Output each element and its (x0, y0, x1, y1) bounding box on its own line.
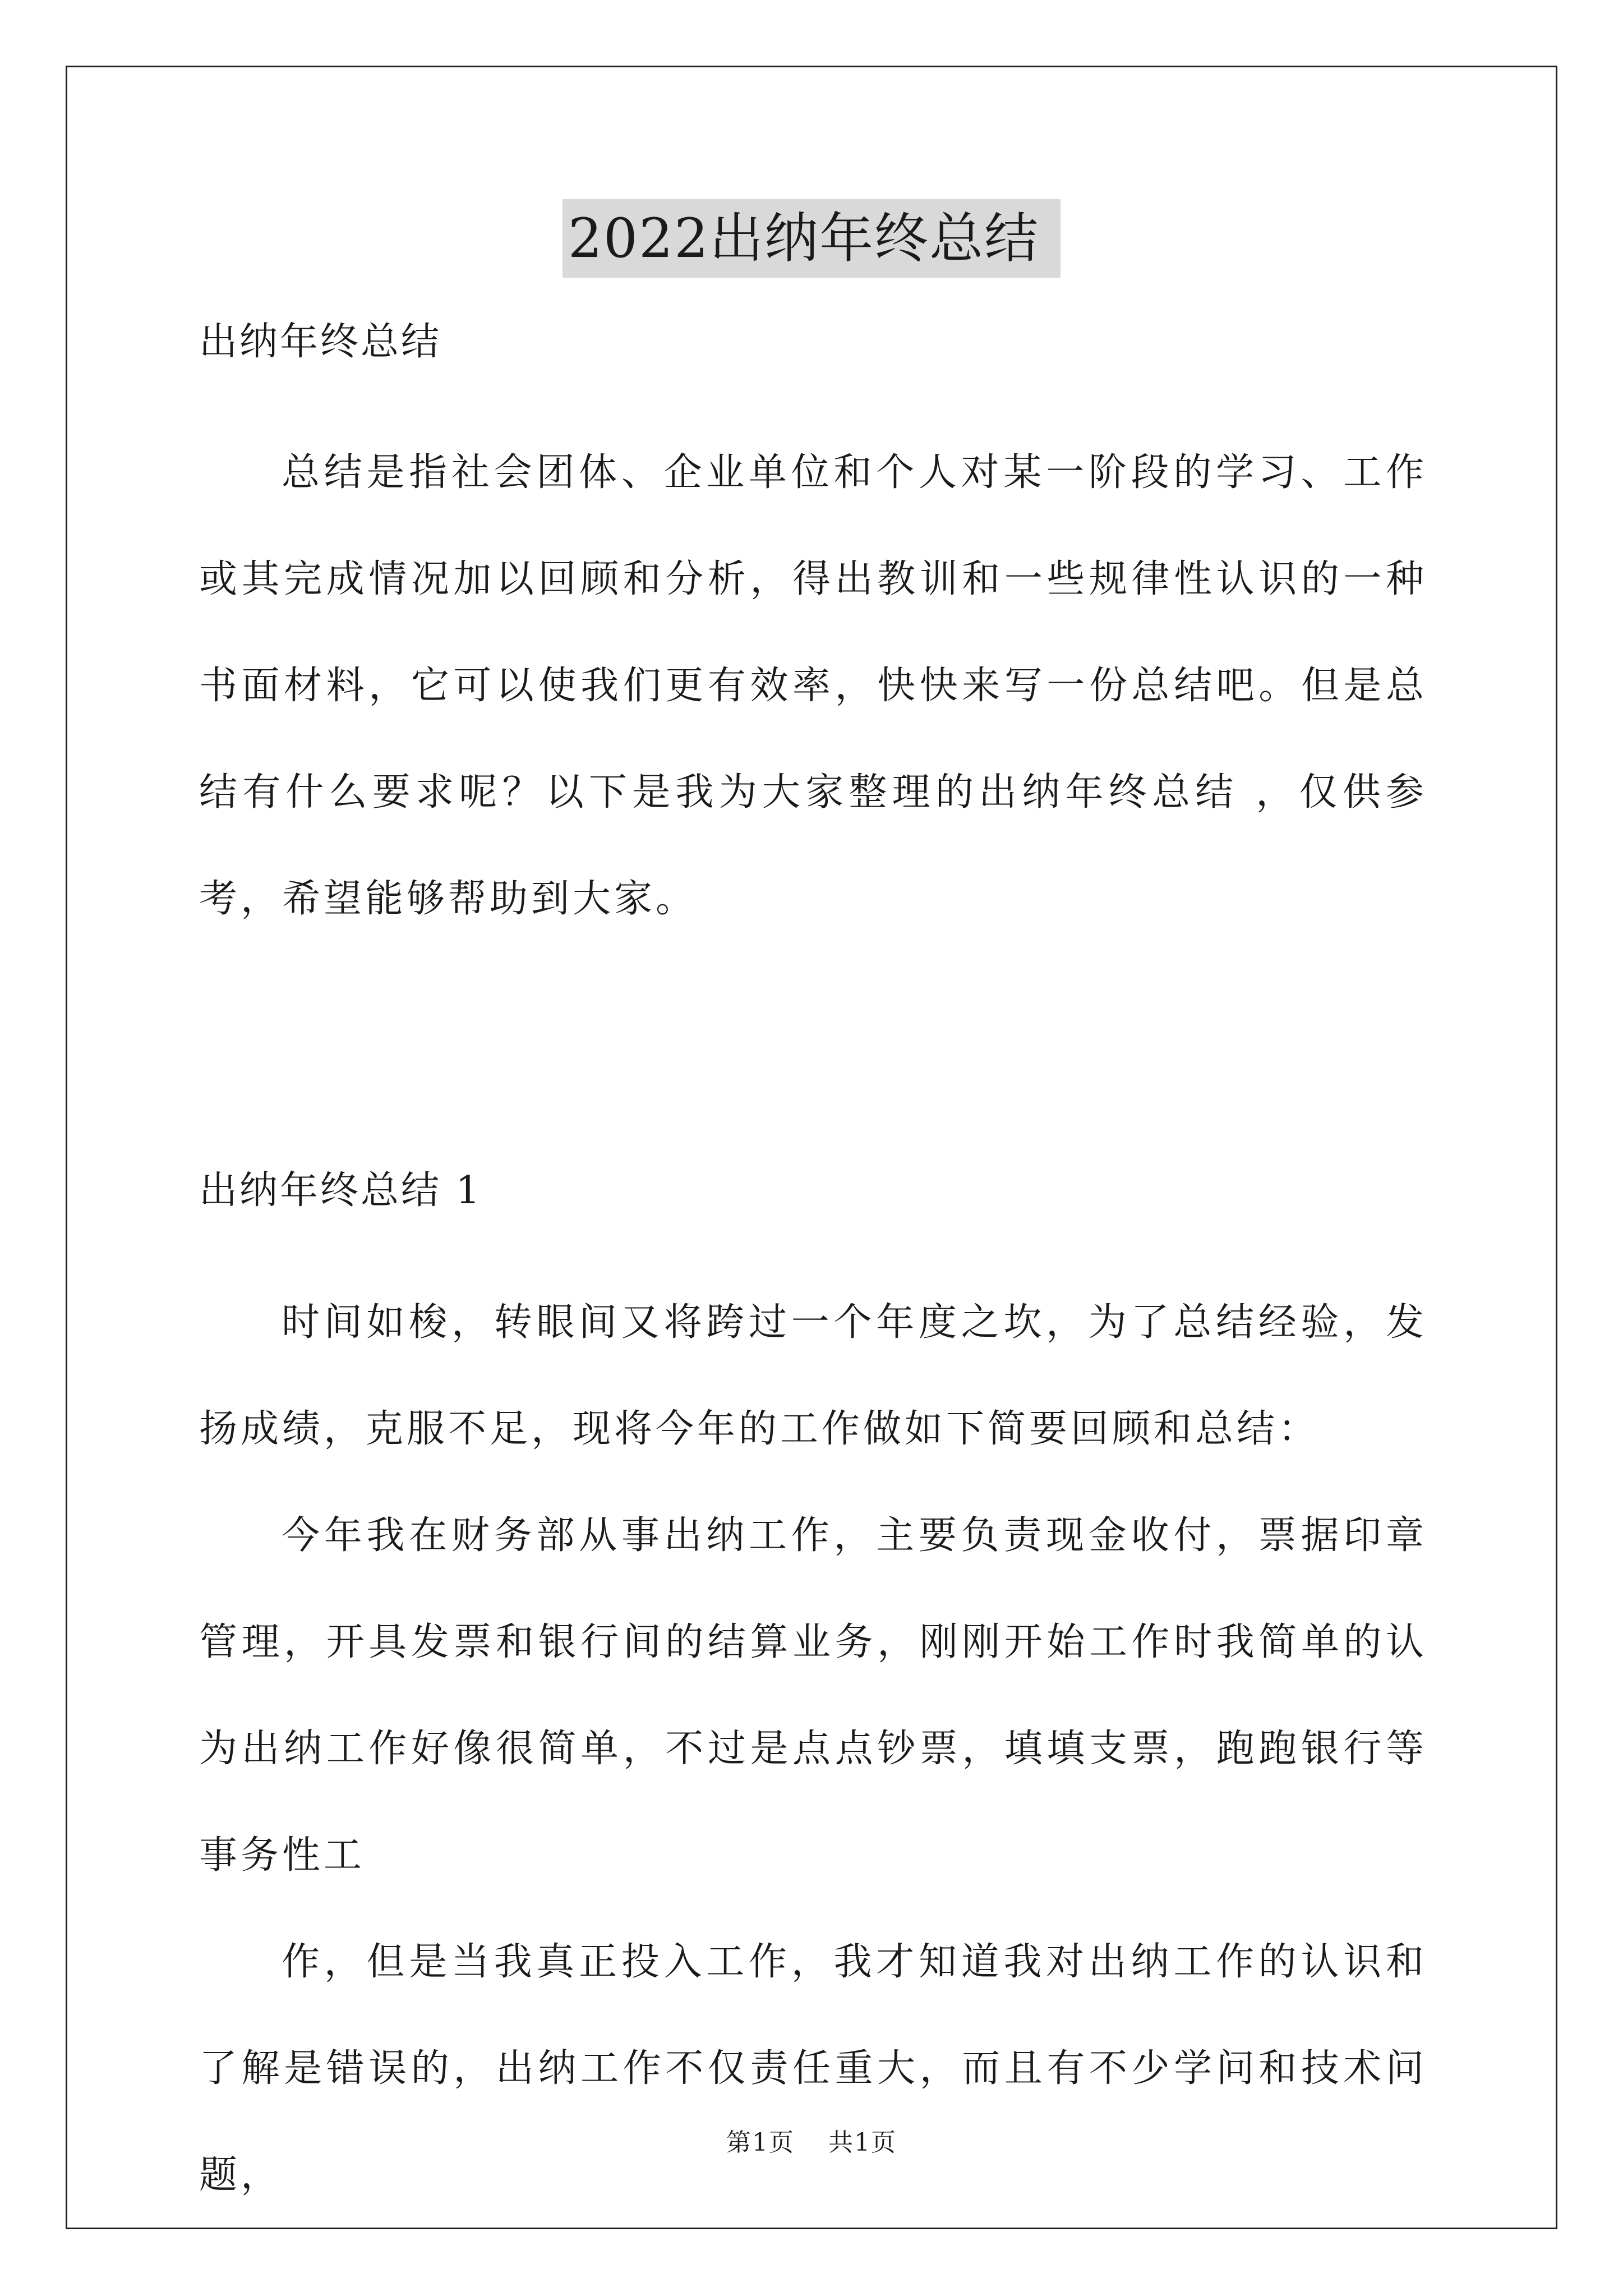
paragraph-2: 今年我在财务部从事出纳工作，主要负责现金收付，票据印章管理，开具发票和银行间的结算业务，刚刚开始工作时我简单的认为出纳工作好像很简单，不过是点点钞票，填填支票，跑跑银行等事务性工 (199, 1513, 1427, 1878)
intro-heading: 出纳年终总结 (199, 320, 442, 364)
title-container (0, 199, 1623, 278)
paragraph-1: 时间如梭，转眼间又将跨过一个年度之坎，为了总结经验，发扬成绩，克服不足，现将今年的工作做如下简要回顾和总结： (199, 1300, 1427, 1451)
page-footer (0, 2126, 1623, 2160)
document-title: 2022出纳年终总结 (562, 199, 1061, 278)
intro-paragraph: 总结是指社会团体、企业单位和个人对某一阶段的学习、工作或其完成情况加以回顾和分析，得出教训和一些规律性认识的一种书面材料，它可以使我们更有效率，快快来写一份总结吧。但是总结有什么要求呢？以下是我为大家整理的出纳年终总结 ，仅供参考，希望能够帮助到大家。 (199, 450, 1427, 921)
section-heading-1: 出纳年终总结 1 (199, 1168, 482, 1213)
page-total: 共1页 (828, 2128, 897, 2157)
document-body (199, 314, 1427, 2229)
paragraph-3: 作，但是当我真正投入工作，我才知道我对出纳工作的认识和了解是错误的，出纳工作不仅责任重大，而且有不少学问和技术问题， (199, 1940, 1427, 2197)
page-number: 第1页 (726, 2128, 795, 2157)
